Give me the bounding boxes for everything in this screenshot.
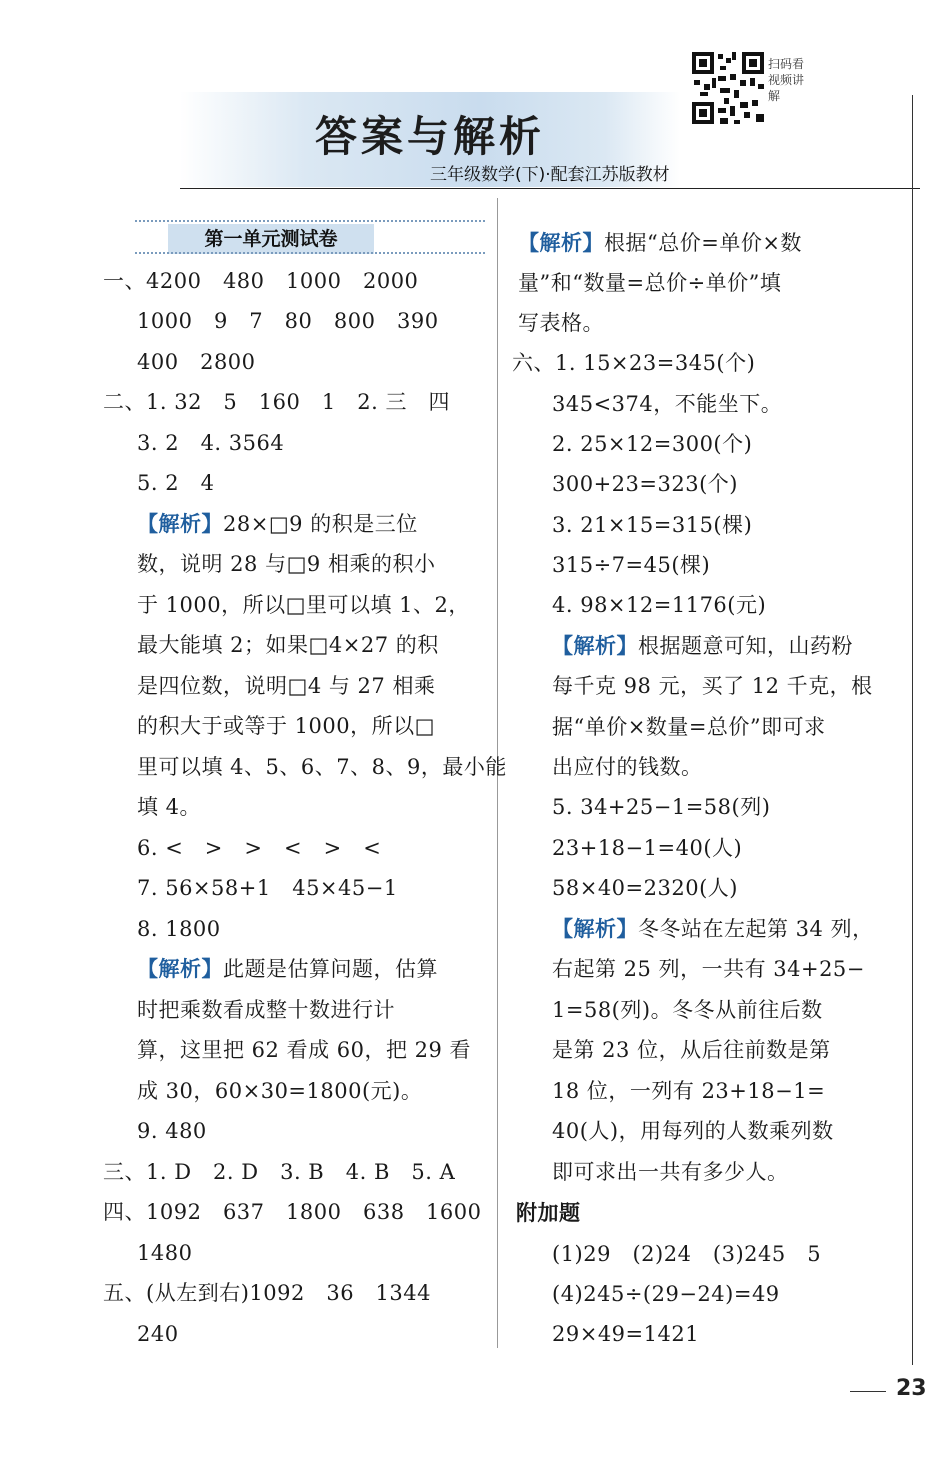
answer-line: 1000 9 7 80 800 390: [137, 309, 439, 333]
qr-code-icon[interactable]: [690, 50, 766, 126]
explanation-line: 成 30，60×30=1800(元)。: [137, 1079, 423, 1103]
explanation-tag: 【解析】: [137, 957, 223, 981]
explanation-line: 最大能填 2；如果□4×27 的积: [137, 633, 439, 657]
page-number: 23: [896, 1376, 927, 1401]
section-dotted-rule-bottom: [135, 252, 485, 254]
answer-line: 五、(从左到右)1092 36 1344: [103, 1281, 431, 1305]
explanation-tag: 【解析】: [518, 231, 604, 255]
answer-line: 四、1092 637 1800 638 1600: [103, 1200, 482, 1224]
answer-line: 一、4200 480 1000 2000: [103, 269, 419, 293]
explanation-tag: 【解析】: [552, 917, 638, 941]
page-subtitle: 三年级数学(下)·配套江苏版教材: [430, 165, 670, 185]
answer-line: 5. 2 4: [137, 471, 215, 495]
right-margin-rule: [912, 95, 913, 1365]
answer-line: 9. 480: [137, 1119, 207, 1143]
explanation-line: 是四位数，说明□4 与 27 相乘: [137, 674, 436, 698]
answer-line: 240: [137, 1322, 179, 1346]
explanation-line: 里可以填 4、5、6、7、8、9，最小能: [137, 755, 507, 779]
page-title: 答案与解析: [314, 112, 545, 161]
page-number-dash: [850, 1391, 886, 1392]
section-title: 第一单元测试卷: [168, 224, 374, 254]
explanation-tag: 【解析】: [137, 512, 223, 536]
answer-line: 23+18−1=40(人): [552, 836, 743, 860]
answer-line: 300+23=323(个): [552, 472, 738, 496]
explanation-line: 【解析】此题是估算问题，估算: [137, 957, 438, 981]
explanation-line: 出应付的钱数。: [552, 755, 703, 779]
answer-line: (1)29 (2)24 (3)245 5: [552, 1242, 822, 1266]
bonus-heading: 附加题: [516, 1201, 581, 1225]
explanation-line: 【解析】根据“总价=单价×数: [518, 231, 802, 255]
answer-line: 六、1. 15×23=345(个): [512, 351, 756, 375]
answer-line: 2. 25×12=300(个): [552, 432, 753, 456]
answer-line: 400 2800: [137, 350, 256, 374]
section-dotted-rule-top: [135, 220, 485, 222]
explanation-line: 量”和“数量=总价÷单价”填: [518, 271, 782, 295]
answer-line: 1480: [137, 1241, 193, 1265]
explanation-line: 的积大于或等于 1000，所以□: [137, 714, 435, 738]
answer-line: 三、1. D 2. D 3. B 4. B 5. A: [103, 1160, 456, 1184]
explanation-line: 时把乘数看成整十数进行计: [137, 998, 395, 1022]
answer-line: 3. 21×15=315(棵): [552, 513, 753, 537]
explanation-line: 18 位，一列有 23+18−1=: [552, 1079, 826, 1103]
answer-line: 8. 1800: [137, 917, 221, 941]
answer-line: 7. 56×58+1 45×45−1: [137, 876, 398, 900]
explanation-line: 于 1000，所以□里可以填 1、2，: [137, 593, 470, 617]
explanation-line: 是第 23 位，从后往前数是第: [552, 1038, 831, 1062]
explanation-line: 【解析】冬冬站在左起第 34 列，: [552, 917, 874, 941]
explanation-line: 数，说明 28 与□9 相乘的积小: [137, 552, 436, 576]
explanation-tag: 【解析】: [552, 634, 638, 658]
answer-line: 二、1. 32 5 160 1 2. 三 四: [103, 390, 450, 414]
answer-line: 58×40=2320(人): [552, 876, 738, 900]
explanation-line: 算，这里把 62 看成 60，把 29 看: [137, 1038, 472, 1062]
explanation-line: 1=58(列)。冬冬从前往后数: [552, 998, 823, 1022]
answer-line: 4. 98×12=1176(元): [552, 593, 767, 617]
header-rule: [180, 188, 920, 189]
explanation-line: 【解析】28×□9 的积是三位: [137, 512, 418, 536]
answer-line: 345<374，不能坐下。: [552, 392, 783, 416]
answer-line: 29×49=1421: [552, 1322, 700, 1346]
explanation-line: 填 4。: [137, 795, 202, 819]
qr-label: 扫码看视频讲解: [768, 57, 805, 103]
explanation-line: 写表格。: [518, 311, 604, 335]
explanation-line: 右起第 25 列，一共有 34+25−: [552, 957, 865, 981]
explanation-line: 每千克 98 元，买了 12 千克，根: [552, 674, 873, 698]
answer-line: 315÷7=45(棵): [552, 553, 711, 577]
answer-line: 5. 34+25−1=58(列): [552, 795, 771, 819]
answer-line: (4)245÷(29−24)=49: [552, 1282, 780, 1306]
explanation-line: 据“单价×数量=总价”即可求: [552, 715, 826, 739]
explanation-line: 即可求出一共有多少人。: [552, 1160, 789, 1184]
answer-line: 3. 2 4. 3564: [137, 431, 285, 455]
answer-line: 6. < > > < > <: [137, 836, 382, 860]
explanation-line: 【解析】根据题意可知，山药粉: [552, 634, 853, 658]
explanation-line: 40(人)，用每列的人数乘列数: [552, 1119, 834, 1143]
